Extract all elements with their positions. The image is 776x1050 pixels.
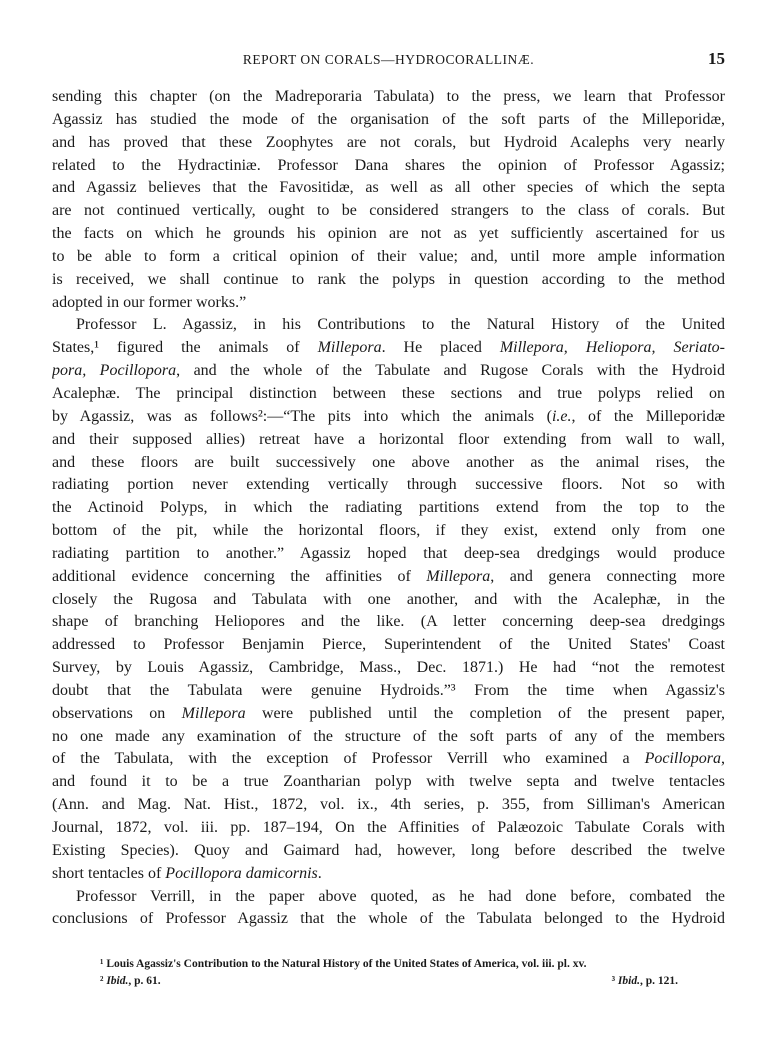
- text-segment: (Ann. and Mag. Nat. Hist., 1872, vol. ix., 4th series, p. 355, from Silliman's American: [52, 796, 725, 814]
- text-line: [52, 406, 725, 429]
- paragraph: [52, 886, 725, 932]
- text-line: [52, 474, 725, 497]
- text-line: [52, 886, 725, 909]
- text-segment: shape of branching Heliopores and the like. (A letter concerning deep-sea dredgings: [52, 613, 725, 631]
- text-line: [52, 383, 725, 406]
- text-segment: no one made any examination of the structure of the soft parts of any of the members: [52, 727, 725, 745]
- text-segment: are not continued vertically, ought to be considered strangers to the class of corals. But: [52, 202, 725, 220]
- italic-text: Pocillopora: [644, 750, 721, 768]
- text-segment: and Agassiz believes that the Favositidæ, as well as all other species of which the septa: [52, 179, 725, 197]
- text-segment: and found it to be a true Zoantharian polyp with twelve septa and twelve tentacles: [52, 773, 725, 791]
- italic-text: Pocillopora damicornis: [165, 864, 318, 882]
- running-header: [52, 50, 725, 72]
- text-segment: short tentacles of: [52, 864, 166, 882]
- text-segment: the facts on which he grounds his opinion are not as yet sufficiently ascertained for us: [52, 225, 725, 243]
- text-line: [52, 223, 725, 246]
- text-segment: .: [317, 864, 322, 882]
- text-segment: the Actinoid Polyps, in which the radiating partitions extend from the top to the: [52, 499, 725, 517]
- footnote-2-text: , p. 61.: [128, 975, 161, 987]
- text-segment: closely the Rugosa and Tabulata with one another, and with the Acalephæ, in the: [52, 590, 725, 608]
- text-segment: sending this chapter (on the Madreporaria Tabulata) to the press, we learn that Professor: [52, 88, 725, 105]
- footnotes: [100, 956, 678, 990]
- text-line: [52, 611, 725, 634]
- text-line: [52, 132, 725, 155]
- text-line: [52, 817, 725, 840]
- text-segment: Survey, by Louis Agassiz, Cambridge, Mass., Dec. 1871.) He had “not the remotest: [52, 659, 725, 677]
- paragraph: [52, 314, 725, 885]
- text-segment: radiating partition to another.” Agassiz hoped that deep-sea dredgings would produce: [52, 544, 725, 562]
- italic-text: Millepora: [317, 339, 382, 357]
- footnote-3-text: , p. 121.: [639, 975, 678, 987]
- text-line: [52, 177, 725, 200]
- text-line: [52, 543, 725, 566]
- text-segment: doubt that the Tabulata were genuine Hydroids.”³ From the time when Agassiz's: [52, 681, 725, 699]
- text-line: [52, 292, 725, 315]
- footnote-3: [612, 973, 678, 990]
- text-segment: Professor L. Agassiz, in his Contributions to the Natural History of the United: [76, 316, 725, 334]
- text-segment: additional evidence concerning the affinities of: [52, 567, 427, 585]
- footnote-2: [100, 975, 161, 987]
- footnote-3-ibid: Ibid.: [617, 975, 640, 987]
- text-line: [52, 520, 725, 543]
- footnote-1-text: ¹ Louis Agassiz's Contribution to the Natural History of the United States of America, vol. iii. pl. xv.: [100, 958, 587, 970]
- text-segment: . He placed: [381, 339, 500, 357]
- italic-text: Millepora, Heliopora, Seriato-: [499, 339, 725, 357]
- text-line: [52, 314, 725, 337]
- text-line: [52, 429, 725, 452]
- text-line: [52, 452, 725, 475]
- text-segment: Professor Verrill, in the paper above quoted, as he had done before, combated the: [76, 887, 725, 905]
- text-line: [52, 657, 725, 680]
- text-segment: of the Tabulata, with the exception of Professor Verrill who examined a: [52, 750, 645, 768]
- text-line: [52, 155, 725, 178]
- footnote-1: [100, 956, 678, 973]
- text-line: [52, 589, 725, 612]
- text-segment: observations on: [52, 704, 182, 722]
- text-segment: Existing Species). Quoy and Gaimard had, however, long before described the twelve: [52, 841, 725, 859]
- text-line: [52, 109, 725, 132]
- footnote-row: [100, 973, 678, 990]
- text-segment: and these floors are built successively one above another as the animal rises, the: [52, 453, 725, 471]
- body-text: [52, 86, 725, 931]
- text-segment: Agassiz has studied the mode of the organisation of the soft parts of the Milleporidæ,: [52, 110, 725, 128]
- page-number: 15: [708, 49, 725, 68]
- footnote-3-mark: ³: [611, 975, 618, 987]
- text-segment: , and the whole of the Tabulate and Rugose Corals with the Hydroid: [176, 362, 725, 380]
- text-line: [52, 726, 725, 749]
- footnote-2-mark: ²: [100, 975, 107, 987]
- text-segment: by Agassiz, was as follows²:—“The pits into which the animals (: [52, 407, 552, 425]
- text-segment: and has proved that these Zoophytes are not corals, but Hydroid Acalephs very nearly: [52, 133, 725, 151]
- text-line: [52, 680, 725, 703]
- italic-text: Millepora: [181, 704, 246, 722]
- text-segment: , of the Milleporidæ: [571, 407, 725, 425]
- text-line: [52, 771, 725, 794]
- text-segment: addressed to Professor Benjamin Pierce, Superintendent of the United States' Coast: [52, 636, 725, 654]
- text-line: [52, 908, 725, 931]
- text-segment: to be able to form a critical opinion of their value; and, until more ample information: [52, 247, 725, 265]
- text-line: [52, 566, 725, 589]
- text-segment: radiating portion never extending vertically through successive floors. Not so with: [52, 476, 725, 494]
- text-segment: bottom of the pit, while the horizontal floors, if they exist, extend only from one: [52, 522, 725, 540]
- text-segment: Acalephæ. The principal distinction between these sections and true polyps relied on: [52, 384, 725, 402]
- text-segment: States,¹ figured the animals of: [52, 339, 318, 357]
- text-line: [52, 703, 725, 726]
- paragraph: [52, 86, 725, 314]
- text-line: [52, 840, 725, 863]
- text-line: [52, 269, 725, 292]
- running-title: REPORT ON CORALS—HYDROCORALLINÆ.: [242, 52, 535, 67]
- italic-text: Millepora: [426, 567, 491, 585]
- text-line: [52, 200, 725, 223]
- text-segment: , and genera connecting more: [490, 567, 725, 585]
- text-segment: adopted in our former works.”: [52, 293, 247, 311]
- text-segment: and their supposed allies) retreat have a horizontal floor extending from wall to wall,: [52, 430, 725, 448]
- text-line: [52, 863, 725, 886]
- text-segment: related to the Hydractiniæ. Professor Dana shares the opinion of Professor Agassiz;: [52, 156, 725, 174]
- text-segment: ,: [721, 750, 725, 768]
- text-line: [52, 337, 725, 360]
- text-line: [52, 634, 725, 657]
- text-segment: were published until the completion of the present paper,: [245, 704, 725, 722]
- text-line: [52, 497, 725, 520]
- italic-text: i.e.: [551, 407, 572, 425]
- text-line: [52, 246, 725, 269]
- text-line: [52, 794, 725, 817]
- text-segment: Journal, 1872, vol. iii. pp. 187–194, On the Affinities of Palæozoic Tabulate Corals with: [52, 819, 725, 836]
- text-segment: conclusions of Professor Agassiz that the whole of the Tabulata belonged to the Hydroid: [52, 910, 725, 928]
- text-line: [52, 86, 725, 109]
- text-line: [52, 748, 725, 771]
- footnote-2-ibid: Ibid.: [106, 975, 129, 987]
- text-line: [52, 360, 725, 383]
- text-segment: is received, we shall continue to rank the polyps in question according to the method: [52, 270, 725, 288]
- italic-text: pora, Pocillopora: [52, 362, 177, 380]
